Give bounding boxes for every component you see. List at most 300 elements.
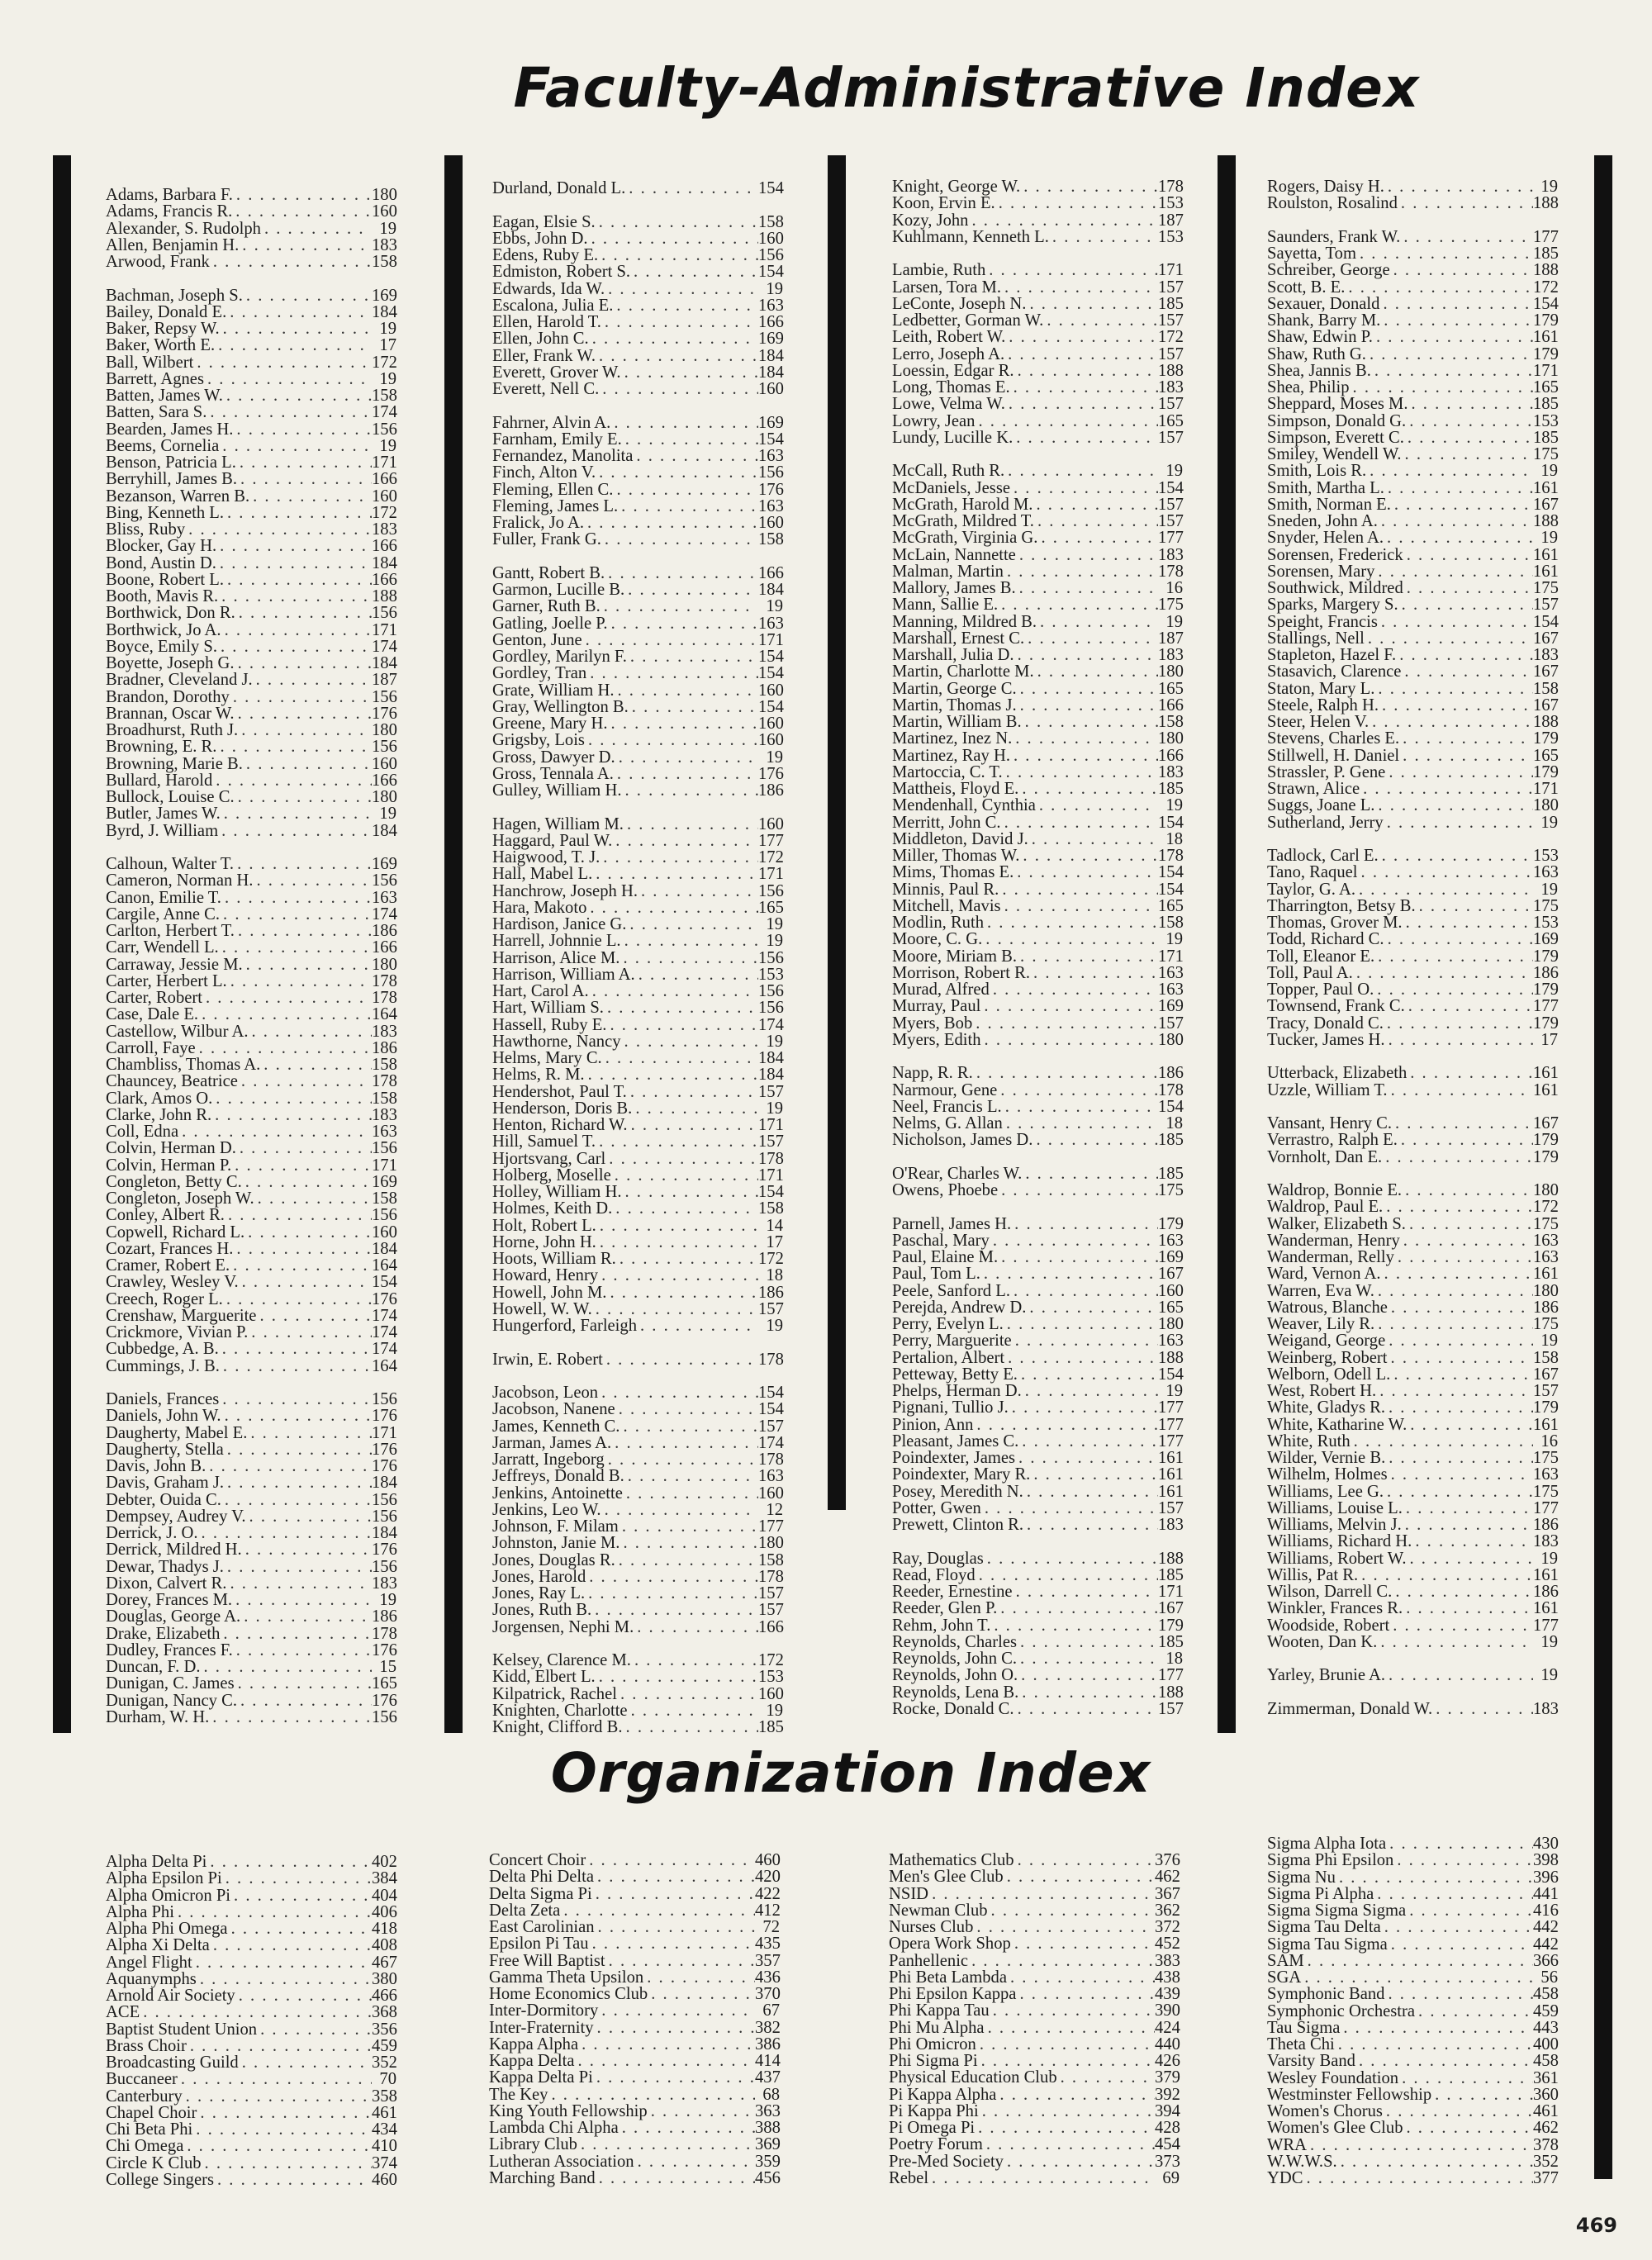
index-entry-name: Lambie, Ruth <box>892 261 986 280</box>
index-entry-page: 163 <box>758 447 784 465</box>
index-entry-page: 171 <box>758 630 784 649</box>
index-entry-page: 179 <box>1533 947 1559 966</box>
index-entry <box>492 1518 783 1535</box>
dot-leader <box>998 596 1158 613</box>
dot-leader <box>1004 2153 1155 2170</box>
index-entry-name: Pi Omega Pi <box>889 2119 976 2137</box>
index-entry-page: 174 <box>372 904 397 923</box>
index-entry <box>492 1033 783 1050</box>
index-entry-page: 184 <box>372 553 397 572</box>
dot-leader <box>1014 363 1158 379</box>
index-entry <box>106 622 396 639</box>
dot-leader <box>605 1151 758 1167</box>
index-entry <box>492 1167 783 1184</box>
index-entry <box>889 2120 1180 2136</box>
dot-leader <box>1403 914 1533 931</box>
dot-leader <box>225 1207 372 1223</box>
dot-leader <box>975 2120 1155 2136</box>
index-entry-name: Westminster Fellowship <box>1267 2085 1432 2104</box>
index-entry-name: James, Kenneth C. <box>492 1417 620 1436</box>
index-entry-page: 179 <box>1533 1147 1559 1166</box>
index-entry-page: 183 <box>372 1574 397 1593</box>
dot-leader <box>243 287 372 304</box>
dot-leader <box>627 648 758 665</box>
dot-leader <box>1402 1182 1533 1199</box>
dot-leader <box>235 705 372 722</box>
index-entry-name: Ledbetter, Gorman W. <box>892 311 1044 330</box>
index-entry-page: 172 <box>758 848 784 866</box>
index-group-spacer <box>492 397 783 414</box>
index-entry <box>1267 1366 1558 1383</box>
index-entry-page: 19 <box>1165 462 1183 481</box>
index-entry-page: 186 <box>1158 1064 1184 1083</box>
dot-leader <box>1017 1634 1158 1650</box>
index-entry <box>1267 312 1558 329</box>
index-entry-name: Broadhurst, Ruth J. <box>106 721 239 739</box>
dot-leader <box>235 1675 372 1692</box>
index-entry-name: Alpha Xi Delta <box>106 1936 210 1955</box>
index-entry <box>1267 363 1558 379</box>
index-entry <box>892 1115 1183 1132</box>
index-entry <box>489 1886 780 1902</box>
index-entry-page: 171 <box>758 1166 784 1185</box>
index-entry-name: Welborn, Odell L. <box>1267 1365 1391 1384</box>
index-entry-name: Clarke, John R. <box>106 1105 212 1124</box>
index-entry-name: NSID <box>889 1884 929 1903</box>
index-entry <box>892 596 1183 613</box>
dot-leader <box>1384 1015 1533 1032</box>
dot-leader <box>618 498 758 515</box>
index-entry <box>892 1249 1183 1265</box>
index-entry-page: 363 <box>755 2101 781 2120</box>
dot-leader <box>1022 1166 1158 1182</box>
index-entry-name: Simpson, Everett C. <box>1267 428 1404 447</box>
index-entry <box>106 2121 396 2138</box>
index-entry-page: 167 <box>1533 629 1559 648</box>
index-entry-page: 177 <box>758 831 784 850</box>
index-entry <box>1267 948 1558 965</box>
index-entry-page: 19 <box>379 320 396 338</box>
index-entry <box>106 823 396 839</box>
index-entry <box>492 531 783 548</box>
index-entry-page: 160 <box>758 1684 784 1703</box>
index-entry <box>892 1634 1183 1650</box>
index-entry-name: Nurses Club <box>889 1918 974 1936</box>
index-entry-page: 169 <box>758 330 784 349</box>
index-entry-name: Beems, Cornelia <box>106 436 220 455</box>
index-entry-name: Boyce, Emily S. <box>106 637 217 656</box>
index-entry <box>892 1650 1183 1667</box>
index-entry-page: 19 <box>1165 1382 1183 1400</box>
index-entry-page: 172 <box>372 353 397 372</box>
index-entry-page: 161 <box>1533 545 1559 564</box>
index-entry-name: Koon, Ervin E. <box>892 194 995 213</box>
index-entry-name: Chambliss, Thomas A. <box>106 1056 261 1074</box>
dot-leader <box>1383 2103 1533 2120</box>
index-entry-page: 184 <box>758 1049 784 1067</box>
dot-leader <box>235 605 372 621</box>
index-entry-page: 186 <box>372 922 397 940</box>
index-entry <box>892 363 1183 379</box>
index-entry <box>106 1324 396 1341</box>
index-entry-name: Library Club <box>489 2135 577 2154</box>
index-entry-page: 157 <box>1158 395 1184 414</box>
index-entry-name: Knight, Clifford B. <box>492 1718 623 1736</box>
index-entry-name: Daniels, John W. <box>106 1407 221 1426</box>
dot-leader <box>202 2155 372 2172</box>
index-entry-page: 154 <box>758 1183 784 1201</box>
index-entry <box>106 521 396 538</box>
index-entry-page: 165 <box>1158 1298 1184 1317</box>
index-entry-name: Opera Work Shop <box>889 1935 1011 1954</box>
index-entry <box>106 1474 396 1491</box>
index-entry-page: 156 <box>372 420 397 439</box>
index-entry-name: Alpha Delta Pi <box>106 1853 207 1871</box>
index-entry <box>106 2172 396 2188</box>
dot-leader <box>224 572 372 588</box>
index-entry-name: Reynolds, Charles <box>892 1632 1018 1651</box>
dot-leader <box>198 1006 372 1023</box>
index-entry-name: Winkler, Frances R. <box>1267 1599 1403 1618</box>
dot-leader <box>228 1921 372 1937</box>
dot-leader <box>230 1887 372 1904</box>
index-entry-name: Sheppard, Moses M. <box>1267 395 1408 414</box>
index-entry-page: 370 <box>755 1985 781 2003</box>
index-entry-name: Irwin, E. Robert <box>492 1350 603 1369</box>
index-entry-page: 69 <box>1162 2168 1180 2187</box>
index-entry-page: 154 <box>758 697 784 716</box>
dot-leader <box>1057 2069 1155 2086</box>
index-entry <box>492 1569 783 1585</box>
dot-leader <box>1358 1567 1533 1583</box>
index-entry-name: Blocker, Gay H. <box>106 537 217 556</box>
index-entry-name: Daugherty, Mabel E. <box>106 1423 248 1442</box>
dot-leader <box>239 237 372 254</box>
dot-leader <box>1374 1283 1533 1299</box>
index-entry-page: 160 <box>1158 1281 1184 1300</box>
dot-leader <box>1018 1433 1158 1450</box>
index-entry-page: 161 <box>1533 478 1559 497</box>
index-entry-page: 169 <box>372 1172 397 1191</box>
index-entry-page: 416 <box>1533 1902 1559 1920</box>
dot-leader <box>620 1535 758 1551</box>
dot-leader <box>1018 1366 1158 1383</box>
index-entry <box>1267 1953 1558 1969</box>
index-entry-page: 19 <box>766 1701 783 1720</box>
dot-leader <box>978 2053 1155 2069</box>
index-entry-name: Smith, Lois R. <box>1267 462 1367 481</box>
dot-leader <box>1390 1366 1533 1383</box>
index-entry-page: 156 <box>758 948 784 967</box>
dot-leader <box>230 1257 372 1274</box>
index-entry <box>106 505 396 521</box>
index-entry-page: 70 <box>379 2070 396 2089</box>
index-entry-name: Daugherty, Stella <box>106 1440 224 1459</box>
index-entry-page: 188 <box>1533 261 1559 280</box>
index-entry-name: Bliss, Ruby <box>106 520 186 539</box>
index-entry-name: Aquanymphs <box>106 1969 197 1988</box>
index-entry <box>892 1550 1183 1567</box>
index-entry-page: 184 <box>758 363 784 382</box>
index-entry-page: 362 <box>1155 1901 1180 1920</box>
index-entry <box>492 297 783 314</box>
dot-leader <box>592 1886 755 1902</box>
index-entry-name: Moore, C. G. <box>892 930 983 949</box>
index-entry <box>1267 1919 1558 1935</box>
index-entry <box>106 906 396 923</box>
index-entry-name: Harrell, Johnnie L. <box>492 932 621 951</box>
index-entry <box>892 1065 1183 1081</box>
index-entry <box>106 454 396 471</box>
index-entry-page: 436 <box>755 1968 781 1987</box>
index-entry <box>892 831 1183 848</box>
index-entry-name: Finch, Alton V. <box>492 463 596 482</box>
index-entry <box>492 415 783 431</box>
dot-leader <box>1403 547 1533 563</box>
index-entry <box>1267 178 1558 195</box>
index-entry-page: 400 <box>1533 2035 1559 2053</box>
index-entry-name: Dunigan, C. James <box>106 1674 235 1693</box>
dot-leader <box>1017 948 1158 965</box>
index-entry <box>106 1937 396 1954</box>
index-entry-name: Hassell, Ruby E. <box>492 1015 607 1034</box>
index-entry-page: 428 <box>1155 2119 1180 2137</box>
index-entry-page: 183 <box>372 520 397 539</box>
index-entry <box>889 2136 1180 2153</box>
dot-leader <box>928 2170 1155 2186</box>
index-entry-name: Alpha Phi Omega <box>106 1920 228 1938</box>
dot-leader <box>1398 596 1533 613</box>
index-entry <box>106 689 396 705</box>
index-entry-name: Clark, Amos O. <box>106 1089 213 1108</box>
index-entry-name: Horne, John H. <box>492 1232 596 1251</box>
index-entry-page: 178 <box>758 1149 784 1168</box>
index-entry-page: 167 <box>1533 662 1559 681</box>
index-entry-page: 177 <box>1533 1498 1559 1517</box>
index-entry-name: Ellen, John C. <box>492 330 589 349</box>
index-entry-page: 156 <box>758 246 784 264</box>
index-entry <box>1267 981 1558 998</box>
dot-leader <box>206 1458 372 1474</box>
index-entry-page: 160 <box>758 681 784 700</box>
index-entry-page: 186 <box>372 1607 397 1626</box>
dot-leader <box>1004 563 1158 580</box>
index-entry <box>489 2170 780 2186</box>
dot-leader <box>973 1417 1158 1433</box>
dot-leader <box>980 1265 1158 1282</box>
index-entry-page: 156 <box>758 881 784 900</box>
index-entry-name: King Youth Fellowship <box>489 2101 648 2120</box>
index-entry-name: Wanderman, Relly <box>1267 1248 1394 1266</box>
dot-leader <box>1393 1852 1533 1868</box>
index-entry-name: Hardison, Janice G. <box>492 915 627 933</box>
index-entry-name: Creech, Roger L. <box>106 1289 223 1308</box>
index-entry-name: Phi Sigma Pi <box>889 2052 978 2070</box>
index-entry <box>1267 781 1558 797</box>
index-entry-page: 188 <box>372 587 397 605</box>
index-entry-name: Smith, Martha L. <box>1267 478 1384 497</box>
index-entry-name: Henderson, Doris B. <box>492 1099 633 1118</box>
index-entry-page: 67 <box>762 2001 780 2020</box>
column-rule <box>828 155 846 1510</box>
index-entry <box>106 805 396 822</box>
dot-leader <box>589 983 758 999</box>
index-entry-name: Bullard, Harold <box>106 771 213 790</box>
index-entry-page: 368 <box>372 2003 397 2022</box>
index-entry-name: Loessin, Edgar R. <box>892 361 1014 380</box>
index-entry-name: Stallings, Nell <box>1267 629 1365 648</box>
dot-leader <box>622 431 758 448</box>
index-entry <box>489 2103 780 2120</box>
index-entry-page: 163 <box>1533 1248 1559 1266</box>
index-entry <box>492 1552 783 1569</box>
index-entry-name: Saunders, Frank W. <box>1267 227 1401 246</box>
index-entry-name: Helms, Mary C. <box>492 1049 602 1067</box>
index-entry <box>892 864 1183 881</box>
index-entry <box>492 247 783 264</box>
index-entry <box>1267 1466 1558 1483</box>
index-entry <box>492 1133 783 1150</box>
index-entry-name: Pinion, Ann <box>892 1415 974 1434</box>
index-entry-name: Free Will Baptist <box>489 1951 605 1970</box>
index-group-spacer <box>492 548 783 565</box>
index-entry <box>1267 2070 1558 2087</box>
index-entry-name: Durland, Donald L. <box>492 179 626 197</box>
dot-leader <box>1373 329 1533 345</box>
dot-leader <box>183 2088 372 2105</box>
index-entry <box>492 314 783 330</box>
index-entry-name: Schreiber, George <box>1267 261 1390 280</box>
index-entry-page: 402 <box>372 1853 397 1871</box>
index-entry-page: 158 <box>758 1199 784 1218</box>
index-entry <box>892 681 1183 697</box>
dot-leader <box>1003 764 1158 781</box>
index-entry <box>492 1017 783 1033</box>
index-entry-name: Shaw, Edwin P. <box>1267 328 1373 347</box>
index-entry-page: 184 <box>372 1239 397 1258</box>
index-entry-name: The Key <box>489 2085 548 2104</box>
index-entry-name: Everett, Nell C. <box>492 380 600 398</box>
dot-leader <box>1388 1299 1533 1316</box>
index-entry-page: 163 <box>1533 1231 1559 1250</box>
index-entry-page: 184 <box>372 1524 397 1542</box>
index-entry <box>892 580 1183 596</box>
index-entry <box>492 448 783 464</box>
index-entry-page: 178 <box>1158 847 1184 865</box>
index-entry-page: 14 <box>766 1216 783 1235</box>
dot-leader <box>981 1500 1158 1517</box>
index-entry <box>892 430 1183 446</box>
dot-leader <box>990 2002 1155 2019</box>
index-entry <box>892 346 1183 363</box>
dot-leader <box>212 772 372 789</box>
index-entry-page: 179 <box>1533 311 1559 330</box>
index-entry-page: 165 <box>1158 896 1184 915</box>
index-entry-page: 154 <box>1158 1365 1184 1384</box>
index-entry-page: 171 <box>1533 780 1559 798</box>
index-entry-name: Carter, Robert <box>106 989 202 1007</box>
index-entry-name: Mathematics Club <box>889 1851 1014 1869</box>
index-entry-name: Conley, Albert R. <box>106 1206 225 1225</box>
dot-leader <box>999 881 1158 898</box>
index-entry-name: Staton, Mary L. <box>1267 679 1375 698</box>
dot-leader <box>612 833 758 849</box>
index-entry <box>1267 1634 1558 1650</box>
dot-leader <box>1366 346 1533 363</box>
index-entry-page: 176 <box>372 1691 397 1710</box>
dot-leader <box>260 1056 372 1073</box>
dot-leader <box>588 230 758 247</box>
dot-leader <box>1403 2120 1534 2136</box>
index-entry-page: 160 <box>758 1484 784 1503</box>
index-entry <box>492 1117 783 1133</box>
index-entry-page: 183 <box>1158 646 1184 664</box>
dot-leader <box>638 883 758 900</box>
dot-leader <box>192 1954 372 1971</box>
index-entry <box>492 482 783 498</box>
index-entry-name: Yarley, Brunie A. <box>1267 1666 1386 1685</box>
index-entry-page: 179 <box>1533 1014 1559 1033</box>
index-entry-page: 180 <box>1533 1181 1559 1199</box>
index-entry-page: 161 <box>1158 1449 1184 1467</box>
dot-leader <box>1384 931 1533 947</box>
index-entry <box>889 2087 1180 2103</box>
dot-leader <box>619 1518 758 1535</box>
index-entry-page: 161 <box>1533 1064 1559 1083</box>
dot-leader <box>247 1425 372 1441</box>
index-entry-name: Broadcasting Guild <box>106 2053 239 2072</box>
index-group-spacer <box>892 1533 1183 1550</box>
index-entry-name: O'Rear, Charles W. <box>892 1164 1023 1183</box>
index-entry <box>106 890 396 906</box>
dot-leader <box>1036 797 1158 814</box>
index-entry-page: 454 <box>1155 2135 1180 2154</box>
dot-leader <box>632 1100 758 1117</box>
dot-leader <box>183 2138 372 2154</box>
index-entry-name: Cozart, Frances H. <box>106 1239 234 1258</box>
index-entry <box>1267 764 1558 781</box>
index-entry-name: Harrison, Alice M. <box>492 948 620 967</box>
index-entry-page: 160 <box>758 731 784 750</box>
index-group-spacer <box>892 245 1183 262</box>
index-entry-name: Pi Kappa Phi <box>889 2101 979 2120</box>
index-entry <box>1267 1316 1558 1332</box>
index-entry-name: White, Gladys R. <box>1267 1398 1385 1417</box>
index-entry-page: 466 <box>372 1987 397 2005</box>
index-entry-name: Kappa Delta <box>489 2052 575 2070</box>
index-entry-name: Carr, Wendell L. <box>106 938 219 957</box>
organization-index-column-1 <box>106 1854 396 2188</box>
index-entry <box>492 1301 783 1318</box>
dot-leader <box>1400 229 1533 245</box>
dot-leader <box>1390 262 1533 278</box>
dot-leader <box>621 1033 758 1050</box>
index-entry-name: Weinberg, Robert <box>1267 1348 1388 1367</box>
index-entry-page: 169 <box>1158 1248 1184 1266</box>
index-entry <box>492 1184 783 1200</box>
index-entry <box>492 1652 783 1669</box>
dot-leader <box>1374 981 1533 998</box>
index-entry-name: Zimmerman, Donald W. <box>1267 1699 1433 1718</box>
index-entry-name: Adams, Barbara F. <box>106 186 233 204</box>
index-entry-name: Martin, George C. <box>892 679 1017 698</box>
dot-leader <box>628 1117 758 1133</box>
index-entry-page: 438 <box>1155 1968 1180 1987</box>
dot-leader <box>594 2020 755 2036</box>
index-entry-page: 18 <box>1165 1114 1183 1132</box>
index-entry <box>492 230 783 247</box>
dot-leader <box>624 816 758 833</box>
